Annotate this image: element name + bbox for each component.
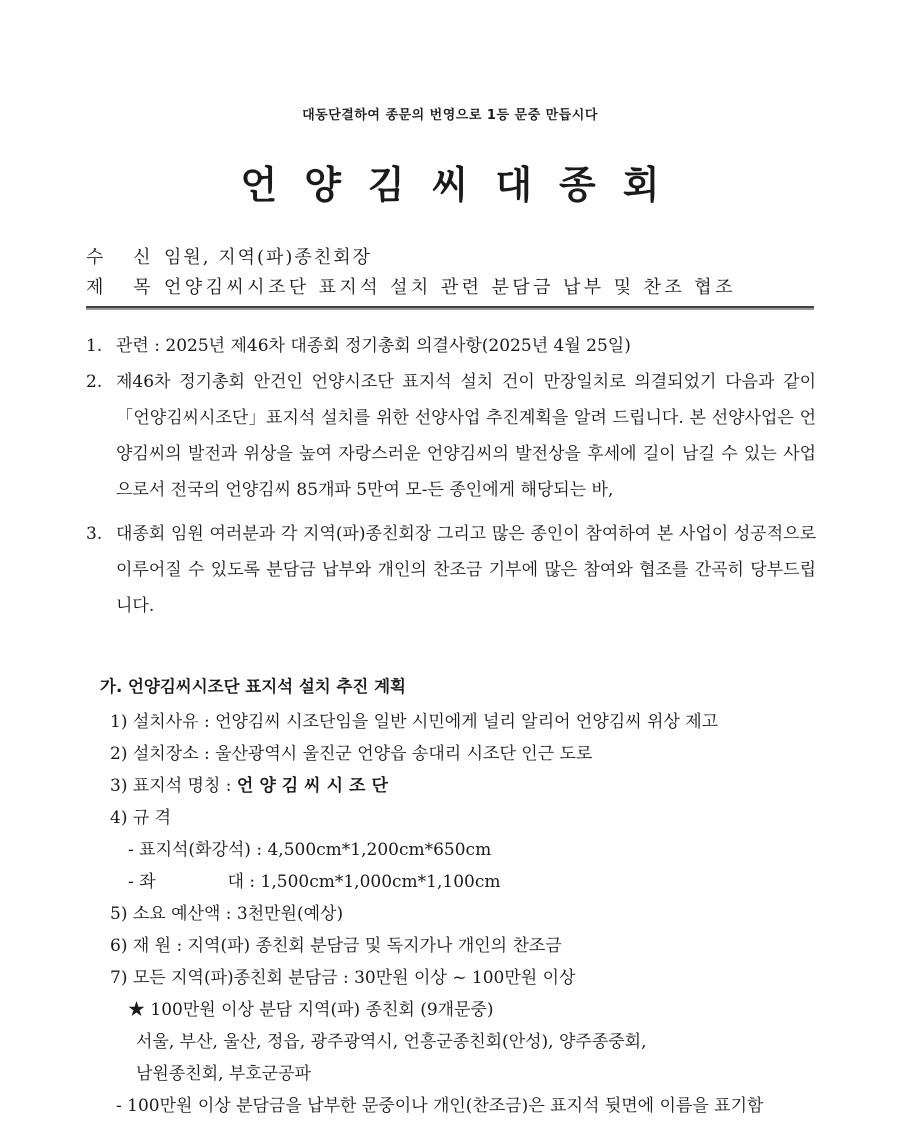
plan-place: 2) 설치장소 : 울산광역시 울진군 언양읍 송대리 시조단 인근 도로 xyxy=(110,744,593,764)
plan-name xyxy=(110,770,830,802)
header-divider xyxy=(86,306,814,310)
recipient-line xyxy=(86,243,372,269)
numbered-items xyxy=(86,330,816,624)
plan-spec-label: 4) 규 격 xyxy=(110,808,172,828)
plan-reason: 1) 설치사유 : 언양김씨 시조단임을 일반 시민에게 널리 알리어 언양김씨 위상 제고 xyxy=(110,712,719,732)
plan-share: 7) 모든 지역(파)종친회 분담금 : 30만원 이상 ~ 100만원 이상 xyxy=(110,968,576,988)
plan-star-note: ★ 100만원 이상 분담 지역(파) 종친회 (9개문중) xyxy=(128,1000,494,1020)
item-2 xyxy=(86,364,816,508)
plan-spec-stone: - 표지석(화강석) : 4,500cm*1,200cm*650cm xyxy=(128,840,492,860)
item-text: 대종회 임원 여러분과 각 지역(파)종친회장 그리고 많은 종인이 참여하여 본 사업이 성공적으로 이루어질 수 있도록 분담금 납부와 개인의 찬조금 기부에 많은 참여와 협조를 간곡히 당부드립니다. xyxy=(116,524,816,616)
item-3 xyxy=(86,516,816,624)
item-text: 제46차 정기총회 안건인 언양시조단 표지석 설치 건이 만장일치로 의결되었기 다음과 같이 「언양김씨시조단」표지석 설치를 위한 선양사업 추진계획을 알려 드립니다. 본 선양사업은 언양김씨의 발전과 위상을 높여 자랑스러운 언양김씨의 발전상을 후세에 길이 남길 수 있는 사업으로서 전국의 언양김씨 85개파 5만여 모-든 종인에게 해당되는 바, xyxy=(116,372,816,500)
plan-funding: 6) 재 원 : 지역(파) 종친회 분담금 및 독지가나 개인의 찬조금 xyxy=(110,936,562,956)
item-number: 1. xyxy=(86,336,103,356)
plan-spec-base-label: - 좌 xyxy=(128,872,156,892)
plan-name-label: 3) 표지석 명칭 : xyxy=(110,776,237,796)
slogan: 대동단결하여 종문의 번영으로 1등 문중 만듭시다 xyxy=(302,108,598,123)
section-title: 가. 언양김씨시조단 표지석 설치 추진 계획 xyxy=(100,677,406,696)
plan-budget: 5) 소요 예산액 : 3천만원(예상) xyxy=(110,904,344,924)
item-number: 2. xyxy=(86,372,103,392)
recipient-value: 임원, 지역(파)종친회장 xyxy=(164,247,372,268)
plan-list xyxy=(110,706,830,1122)
plan-regions-line-2: 남원종친회, 부호군공파 xyxy=(136,1064,312,1084)
subject-label: 제 목 xyxy=(86,277,163,298)
plan-name-value: 언양김씨시조단 xyxy=(236,776,394,796)
recipient-label: 수 신 xyxy=(86,247,163,268)
subject-line xyxy=(86,273,736,299)
organization-title: 언양김씨대종회 xyxy=(240,163,687,207)
item-number: 3. xyxy=(86,524,103,544)
subject-value: 언양김씨시조단 표지석 설치 관련 분담금 납부 및 찬조 협조 xyxy=(164,277,736,298)
plan-spec-base xyxy=(110,866,830,898)
plan-engrave-note: - 100만원 이상 분담금을 납부한 문중이나 개인(찬조금)은 표지석 뒷면에 이름을 표기함 xyxy=(116,1096,764,1116)
plan-regions-line-1: 서울, 부산, 울산, 정읍, 광주광역시, 언흥군종친회(안성), 양주종중회, xyxy=(136,1032,647,1052)
item-1 xyxy=(86,330,816,362)
item-text: 관련 : 2025년 제46차 대종회 정기총회 의결사항(2025년 4월 25일) xyxy=(116,336,631,356)
plan-spec-base-value: 대 : 1,500cm*1,000cm*1,100cm xyxy=(227,872,501,892)
